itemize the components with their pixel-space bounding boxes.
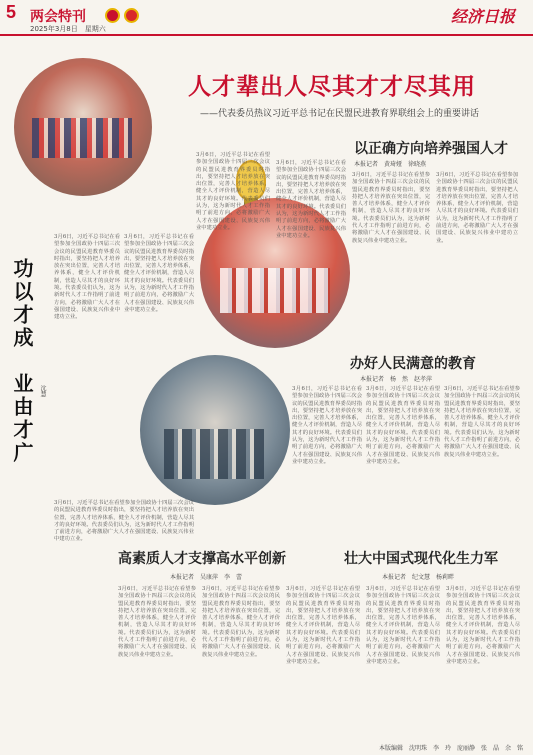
- section-heading-3: 高素质人才支撑高水平创新: [118, 551, 286, 567]
- commentary-title: 功以才成 业由才广: [10, 258, 34, 465]
- commentary-author: 沈慧: [39, 385, 46, 397]
- section4-column-3: 3月6日，习近平总书记在看望参加全国政协十四届三次会议的民盟民进教育界委员时指出，要坚持把人才培养放在突出位置，完善人才培养体系，健全人才评价机制，营造人尽其才的良好环境。代表委员们认为，这为新时代人才工作指明了前进方向，必将激励广大人才在强国建设、民族复兴伟业中建功立业。: [446, 586, 520, 665]
- commentary-column-2: 3月6日，习近平总书记在看望参加全国政协十四届三次会议的民盟民进教育界委员时指出，要坚持把人才培养放在突出位置，完善人才培养体系，健全人才评价机制，营造人尽其才的良好环境。代表委员们认为，这为新时代人才工作指明了前进方向，必将激励广大人才在强国建设、民族复兴伟业中建功立业。: [124, 234, 194, 313]
- section-byline-4: 本报记者 纪文慧 杨莉畔: [382, 574, 455, 581]
- cppcc-emblem-icon: [124, 8, 139, 23]
- section1-column-3: 3月6日，习近平总书记在看望参加全国政协十四届三次会议的民盟民进教育界委员时指出，要坚持把人才培养放在突出位置，完善人才培养体系，健全人才评价机制，营造人尽其才的良好环境。代表委员们认为，这为新时代人才工作指明了前进方向，必将激励广大人才在强国建设、民族复兴伟业中建功立业。: [352, 172, 430, 244]
- page-number: 5: [6, 2, 17, 22]
- header-divider: [0, 34, 533, 36]
- section-byline-1: 本报记者 黄琦娅 徐晓燕: [354, 161, 427, 168]
- section3-column-1: 3月6日，习近平总书记在看望参加全国政协十四届三次会议的民盟民进教育界委员时指出，要坚持把人才培养放在突出位置，完善人才培养体系，健全人才评价机制，营造人尽其才的良好环境。代表委员们认为，这为新时代人才工作指明了前进方向，必将激励广大人才在强国建设、民族复兴伟业中建功立业。: [118, 586, 196, 658]
- issue-date: 2025年3月8日 星期六: [30, 25, 106, 33]
- section-byline-2: 本报记者 杨 然 赵孝萍: [360, 376, 433, 383]
- section2-column-2: 3月6日，习近平总书记在看望参加全国政协十四届三次会议的民盟民进教育界委员时指出，要坚持把人才培养放在突出位置，完善人才培养体系，健全人才评价机制，营造人尽其才的良好环境。代表委员们认为，这为新时代人才工作指明了前进方向，必将激励广大人才在强国建设、民族复兴伟业中建功立业。: [366, 386, 440, 465]
- section-title: 两会特刊: [30, 9, 86, 25]
- section1-column-2: 3月6日，习近平总书记在看望参加全国政协十四届三次会议的民盟民进教育界委员时指出，要坚持把人才培养放在突出位置，完善人才培养体系，健全人才评价机制，营造人尽其才的良好环境。代表委员们认为，这为新时代人才工作指明了前进方向，必将激励广大人才在强国建设、民族复兴伟业中建功立业。: [276, 160, 346, 239]
- main-headline: 人才辈出人尽其才才尽其用: [188, 74, 476, 100]
- lab-photo: [140, 355, 290, 505]
- page-footer: 本版编辑 沈明珠 李 玲 庞丽静 张 晶 余 铭: [378, 745, 523, 752]
- section1-column-1: 3月6日，习近平总书记在看望参加全国政协十四届三次会议的民盟民进教育界委员时指出，要坚持把人才培养放在突出位置，完善人才培养体系，健全人才评价机制，营造人尽其才的良好环境。代表委员们认为，这为新时代人才工作指明了前进方向，必将激励广大人才在强国建设、民族复兴伟业中建功立业。: [196, 152, 270, 231]
- commentary-column-3: 3月6日，习近平总书记在看望参加全国政协十四届三次会议的民盟民进教育界委员时指出，要坚持把人才培养放在突出位置，完善人才培养体系，健全人才评价机制，营造人尽其才的良好环境。代表委员们认为，这为新时代人才工作指明了前进方向，必将激励广大人才在强国建设、民族复兴伟业中建功立业。: [54, 500, 194, 543]
- section4-column-1: 3月6日，习近平总书记在看望参加全国政协十四届三次会议的民盟民进教育界委员时指出，要坚持把人才培养放在突出位置，完善人才培养体系，健全人才评价机制，营造人尽其才的良好环境。代表委员们认为，这为新时代人才工作指明了前进方向，必将激励广大人才在强国建设、民族复兴伟业中建功立业。: [286, 586, 360, 665]
- students-photo: [14, 58, 152, 196]
- section2-column-1: 3月6日，习近平总书记在看望参加全国政协十四届三次会议的民盟民进教育界委员时指出，要坚持把人才培养放在突出位置，完善人才培养体系，健全人才评价机制，营造人尽其才的良好环境。代表委员们认为，这为新时代人才工作指明了前进方向，必将激励广大人才在强国建设、民族复兴伟业中建功立业。: [292, 386, 362, 465]
- section-heading-1: 以正确方向培养强国人才: [354, 141, 508, 157]
- national-emblem-icon: [105, 8, 120, 23]
- section3-column-2: 3月6日，习近平总书记在看望参加全国政协十四届三次会议的民盟民进教育界委员时指出，要坚持把人才培养放在突出位置，完善人才培养体系，健全人才评价机制，营造人尽其才的良好环境。代表委员们认为，这为新时代人才工作指明了前进方向，必将激励广大人才在强国建设、民族复兴伟业中建功立业。: [202, 586, 280, 658]
- section-heading-4: 壮大中国式现代化生力军: [344, 551, 498, 567]
- section-byline-3: 本报记者 吴康萍 李 蕾: [170, 574, 243, 581]
- section-heading-2: 办好人民满意的教育: [350, 356, 476, 372]
- section4-column-2: 3月6日，习近平总书记在看望参加全国政协十四届三次会议的民盟民进教育界委员时指出，要坚持把人才培养放在突出位置，完善人才培养体系，健全人才评价机制，营造人尽其才的良好环境。代表委员们认为，这为新时代人才工作指明了前进方向，必将激励广大人才在强国建设、民族复兴伟业中建功立业。: [366, 586, 440, 665]
- section1-column-4: 3月6日，习近平总书记在看望参加全国政协十四届三次会议的民盟民进教育界委员时指出，要坚持把人才培养放在突出位置，完善人才培养体系，健全人才评价机制，营造人尽其才的良好环境。代表委员们认为，这为新时代人才工作指明了前进方向，必将激励广大人才在强国建设、民族复兴伟业中建功立业。: [436, 172, 518, 244]
- section2-column-3: 3月6日，习近平总书记在看望参加全国政协十四届三次会议的民盟民进教育界委员时指出，要坚持把人才培养放在突出位置，完善人才培养体系，健全人才评价机制，营造人尽其才的良好环境。代表委员们认为，这为新时代人才工作指明了前进方向，必将激励广大人才在强国建设、民族复兴伟业中建功立业。: [444, 386, 520, 458]
- commentary-column-1: 3月6日，习近平总书记在看望参加全国政协十四届三次会议的民盟民进教育界委员时指出，要坚持把人才培养放在突出位置，完善人才培养体系，健全人才评价机制，营造人尽其才的良好环境。代表委员们认为，这为新时代人才工作指明了前进方向，必将激励广大人才在强国建设、民族复兴伟业中建功立业。: [54, 234, 120, 321]
- newspaper-logo: 经济日报: [450, 7, 515, 26]
- main-subheadline: ——代表委员热议习近平总书记在民盟民进教育界联组会上的重要讲话: [200, 109, 480, 119]
